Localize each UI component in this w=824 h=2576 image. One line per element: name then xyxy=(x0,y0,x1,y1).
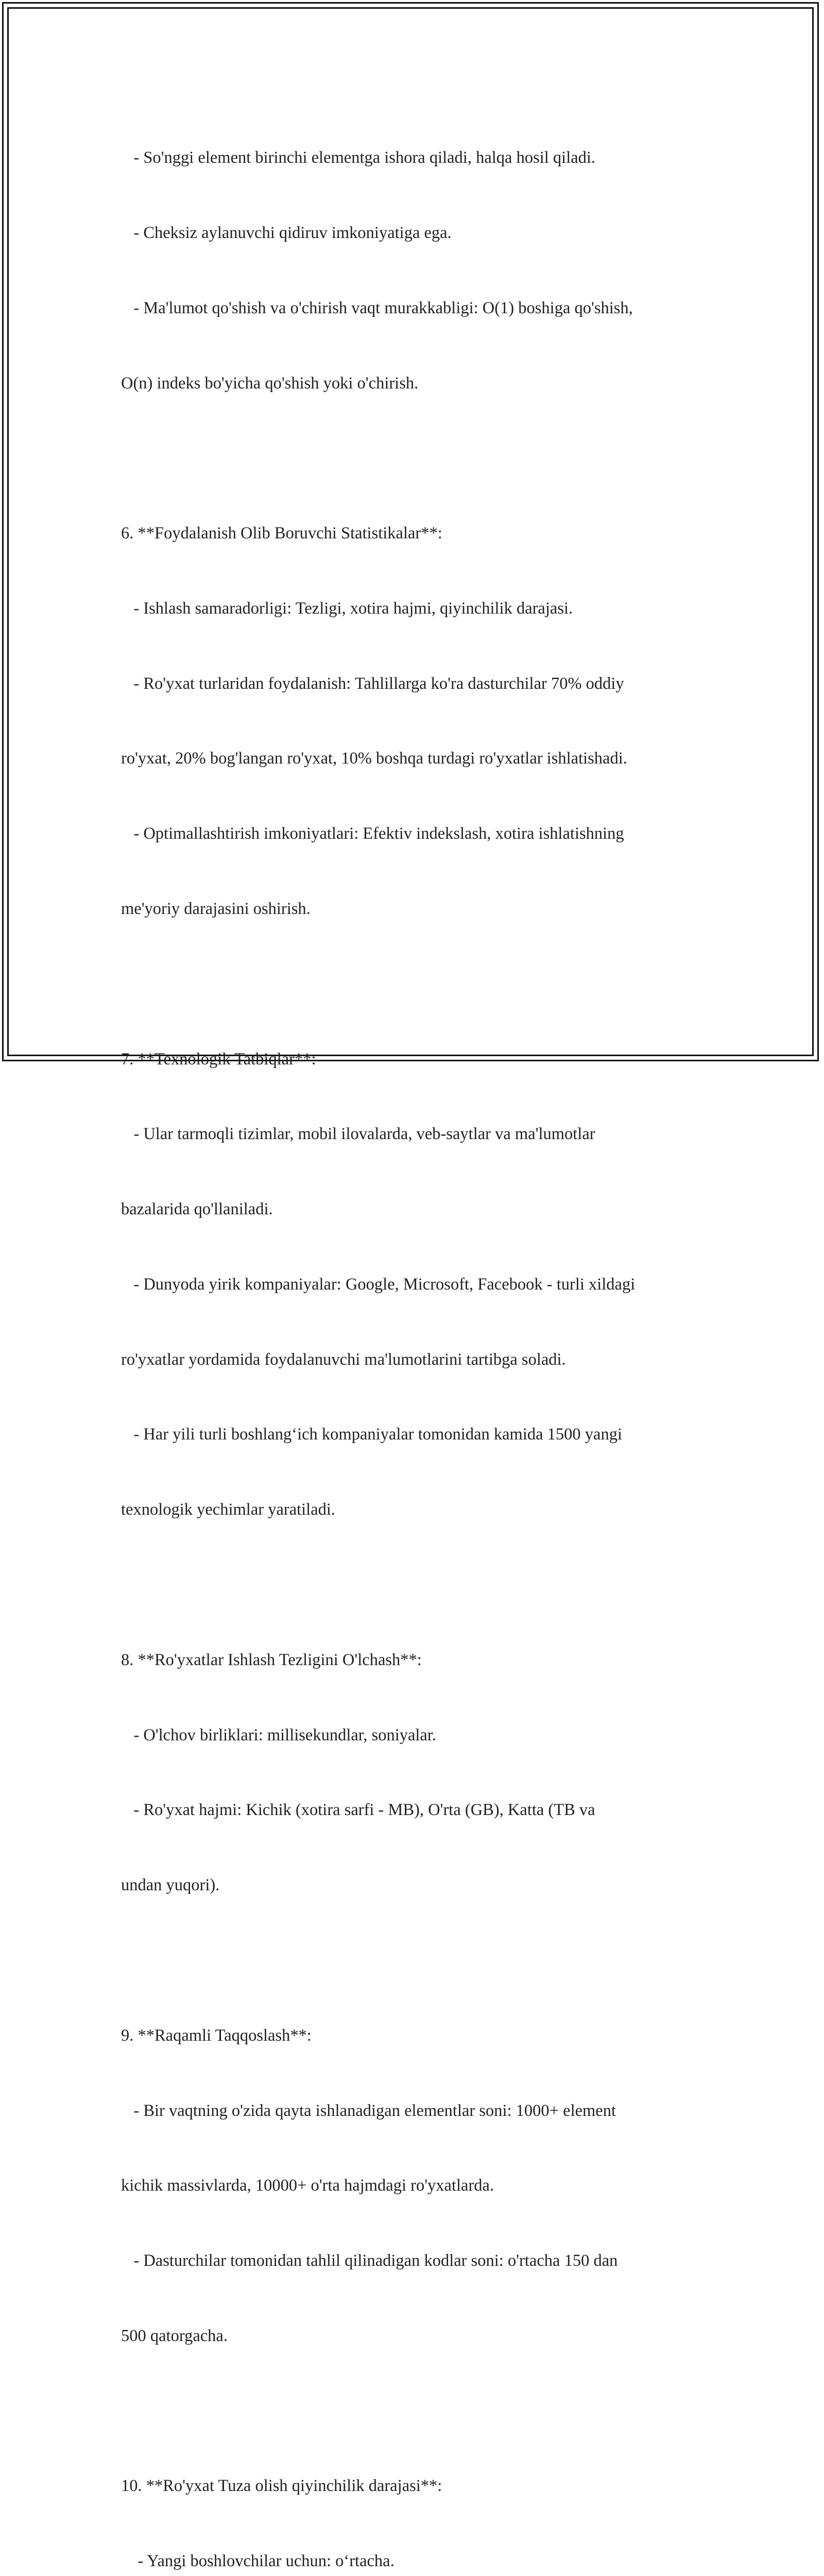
document-body xyxy=(121,95,708,2576)
line-33: - Yangi boshlovchilar uchun: o‘rtacha. xyxy=(121,2552,394,2571)
line-4: O(n) indeks bo'yicha qo'shish yoki o'chirish. xyxy=(121,374,419,393)
line-8: - Ro'yxat turlaridan foydalanish: Tahlillarga ko'ra dasturchilar 70% oddiy xyxy=(121,674,624,693)
section-6-heading: 6. **Foydalanish Olib Boruvchi Statistikalar**: xyxy=(121,524,442,543)
line-18: - Har yili turli boshlang‘ich kompaniyalar tomonidan kamida 1500 yangi xyxy=(121,1425,622,1444)
line-24: undan yuqori). xyxy=(121,1876,220,1895)
line-29: - Dasturchilar tomonidan tahlil qilinadigan kodlar soni: o'rtacha 150 dan xyxy=(121,2251,618,2270)
blank-line xyxy=(121,446,708,471)
line-23: - Ro'yxat hajmi: Kichik (xotira sarfi - MB), O'rta (GB), Katta (TB va xyxy=(121,1801,595,1820)
line-30: 500 qatorgacha. xyxy=(121,2326,228,2345)
line-16: - Dunyoda yirik kompaniyalar: Google, Microsoft, Facebook - turli xildagi xyxy=(121,1275,636,1294)
line-1: - So'nggi element birinchi elementga ishora qiladi, halqa hosil qiladi. xyxy=(121,148,596,167)
line-9: ro'yxat, 20% bog'langan ro'yxat, 10% boshqa turdagi ro'yxatlar ishlatishadi. xyxy=(121,749,627,768)
line-3: - Ma'lumot qo'shish va o'chirish vaqt murakkabligi: O(1) boshiga qo'shish, xyxy=(121,298,633,317)
line-22: - O'lchov birliklari: millisekundlar, soniyalar. xyxy=(121,1725,437,1744)
line-11: me'yoriy darajasini oshirish. xyxy=(121,900,311,918)
blank-line xyxy=(121,972,708,997)
blank-line xyxy=(121,2399,708,2424)
section-9-heading: 9. **Raqamli Taqqoslash**: xyxy=(121,2026,312,2045)
blank-line xyxy=(121,1948,708,1973)
line-19: texnologik yechimlar yaratiladi. xyxy=(121,1500,336,1519)
line-7: - Ishlash samaradorligi: Tezligi, xotira hajmi, qiyinchilik darajasi. xyxy=(121,599,573,618)
line-15: bazalarida qo'llaniladi. xyxy=(121,1200,273,1219)
line-28: kichik massivlarda, 10000+ o'rta hajmdagi ro'yxatlarda. xyxy=(121,2176,494,2195)
line-10: - Optimallashtirish imkoniyatlari: Efektiv indekslash, xotira ishlatishning xyxy=(121,824,624,843)
section-10-heading: 10. **Ro'yxat Tuza olish qiyinchilik darajasi**: xyxy=(121,2477,442,2496)
section-7-heading: 7. **Texnologik Tatbiqlar**: xyxy=(121,1049,316,1069)
line-14: - Ular tarmoqli tizimlar, mobil ilovalarda, veb-saytlar va ma'lumotlar xyxy=(121,1125,595,1144)
line-2: - Cheksiz aylanuvchi qidiruv imkoniyatiga ega. xyxy=(121,223,452,242)
section-8-heading: 8. **Ro'yxatlar Ishlash Tezligini O'lchash**: xyxy=(121,1650,422,1669)
blank-line xyxy=(121,1572,708,1598)
line-17: ro'yxatlar yordamida foydalanuvchi ma'lumotlarini tartibga soladi. xyxy=(121,1350,566,1369)
line-27: - Bir vaqtning o'zida qayta ishlanadigan elementlar soni: 1000+ element xyxy=(121,2101,616,2120)
